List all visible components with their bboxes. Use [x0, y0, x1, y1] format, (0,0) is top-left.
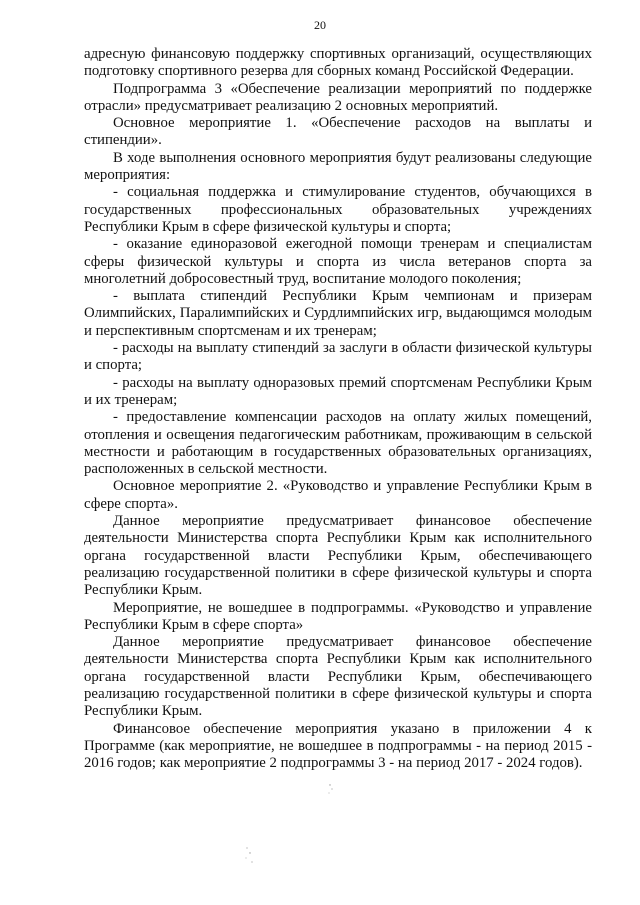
document-body	[84, 46, 592, 772]
list-item-champion-stipends: - выплата стипендий Республики Крым чемпионам и призерам Олимпийских, Паралимпийских и Сурдлимпийских игр, выдающимся молодым и перспективным спортсменам и их тренерам;	[84, 288, 592, 339]
list-item-merit-stipends: - расходы на выплату стипендий за заслуги в области физической культуры и спорта;	[84, 340, 592, 374]
paragraph-subprogram-3: Подпрограмма 3 «Обеспечение реализации мероприятий по поддержке отрасли» предусматривает реализацию 2 основных мероприятий.	[84, 80, 592, 114]
page-number: 20	[314, 18, 326, 32]
paragraph-main-activity-1: Основное мероприятие 1. «Обеспечение расходов на выплаты и стипендии».	[84, 115, 592, 149]
paragraph-non-subprogram-activity: Мероприятие, не вошедшее в подпрограммы. «Руководство и управление Республики Крым в сфере спорта»	[84, 599, 592, 633]
paragraph-continuation: адресную финансовую поддержку спортивных организаций, осуществляющих подготовку спортивного резерва для сборных команд Российской Федерации.	[84, 46, 592, 80]
list-item-housing-compensation: - предоставление компенсации расходов на оплату жилых помещений, отопления и освещения педагогическим работникам, проживающим в сельской местности и работающим в государственных образовательных организациях, расположенных в сельской местности.	[84, 409, 592, 478]
list-item-coach-assistance: - оказание единоразовой ежегодной помощи тренерам и специалистам сферы физической культуры и спорта из числа ветеранов спорта за многолетний добросовестный труд, воспитание молодого поколения;	[84, 236, 592, 287]
paragraph-financing: Финансовое обеспечение мероприятия указано в приложении 4 к Программе (как мероприятие, не вошедшее в подпрограммы - на период 2015 - 2016 годов; как мероприятие 2 подпрограммы 3 - на период 2017 - 2024 годов).	[84, 720, 592, 772]
paragraph-activities-intro: В ходе выполнения основного мероприятия будут реализованы следующие мероприятия:	[84, 149, 592, 184]
list-item-student-support: - социальная поддержка и стимулирование студентов, обучающихся в государственных профессиональных образовательных учреждениях Республики Крым в сфере физической культуры и спорта;	[84, 184, 592, 235]
paragraph-non-subprogram-description: Данное мероприятие предусматривает финансовое обеспечение деятельности Министерства спорта Республики Крым как исполнительного органа государственной власти Республики Крым, обеспечивающего реализацию государственной политики в сфере физической культуры и спорта Республики Крым.	[84, 634, 592, 720]
paragraph-activity-2-description: Данное мероприятие предусматривает финансовое обеспечение деятельности Министерства спорта Республики Крым как исполнительного органа государственной власти Республики Крым, обеспечивающего реализацию государственной политики в сфере физической культуры и спорта Республики Крым.	[84, 513, 592, 599]
paragraph-main-activity-2: Основное мероприятие 2. «Руководство и управление Республики Крым в сфере спорта».	[84, 478, 592, 512]
list-item-one-time-bonuses: - расходы на выплату одноразовых премий спортсменам Республики Крым и их тренерам;	[84, 374, 592, 408]
